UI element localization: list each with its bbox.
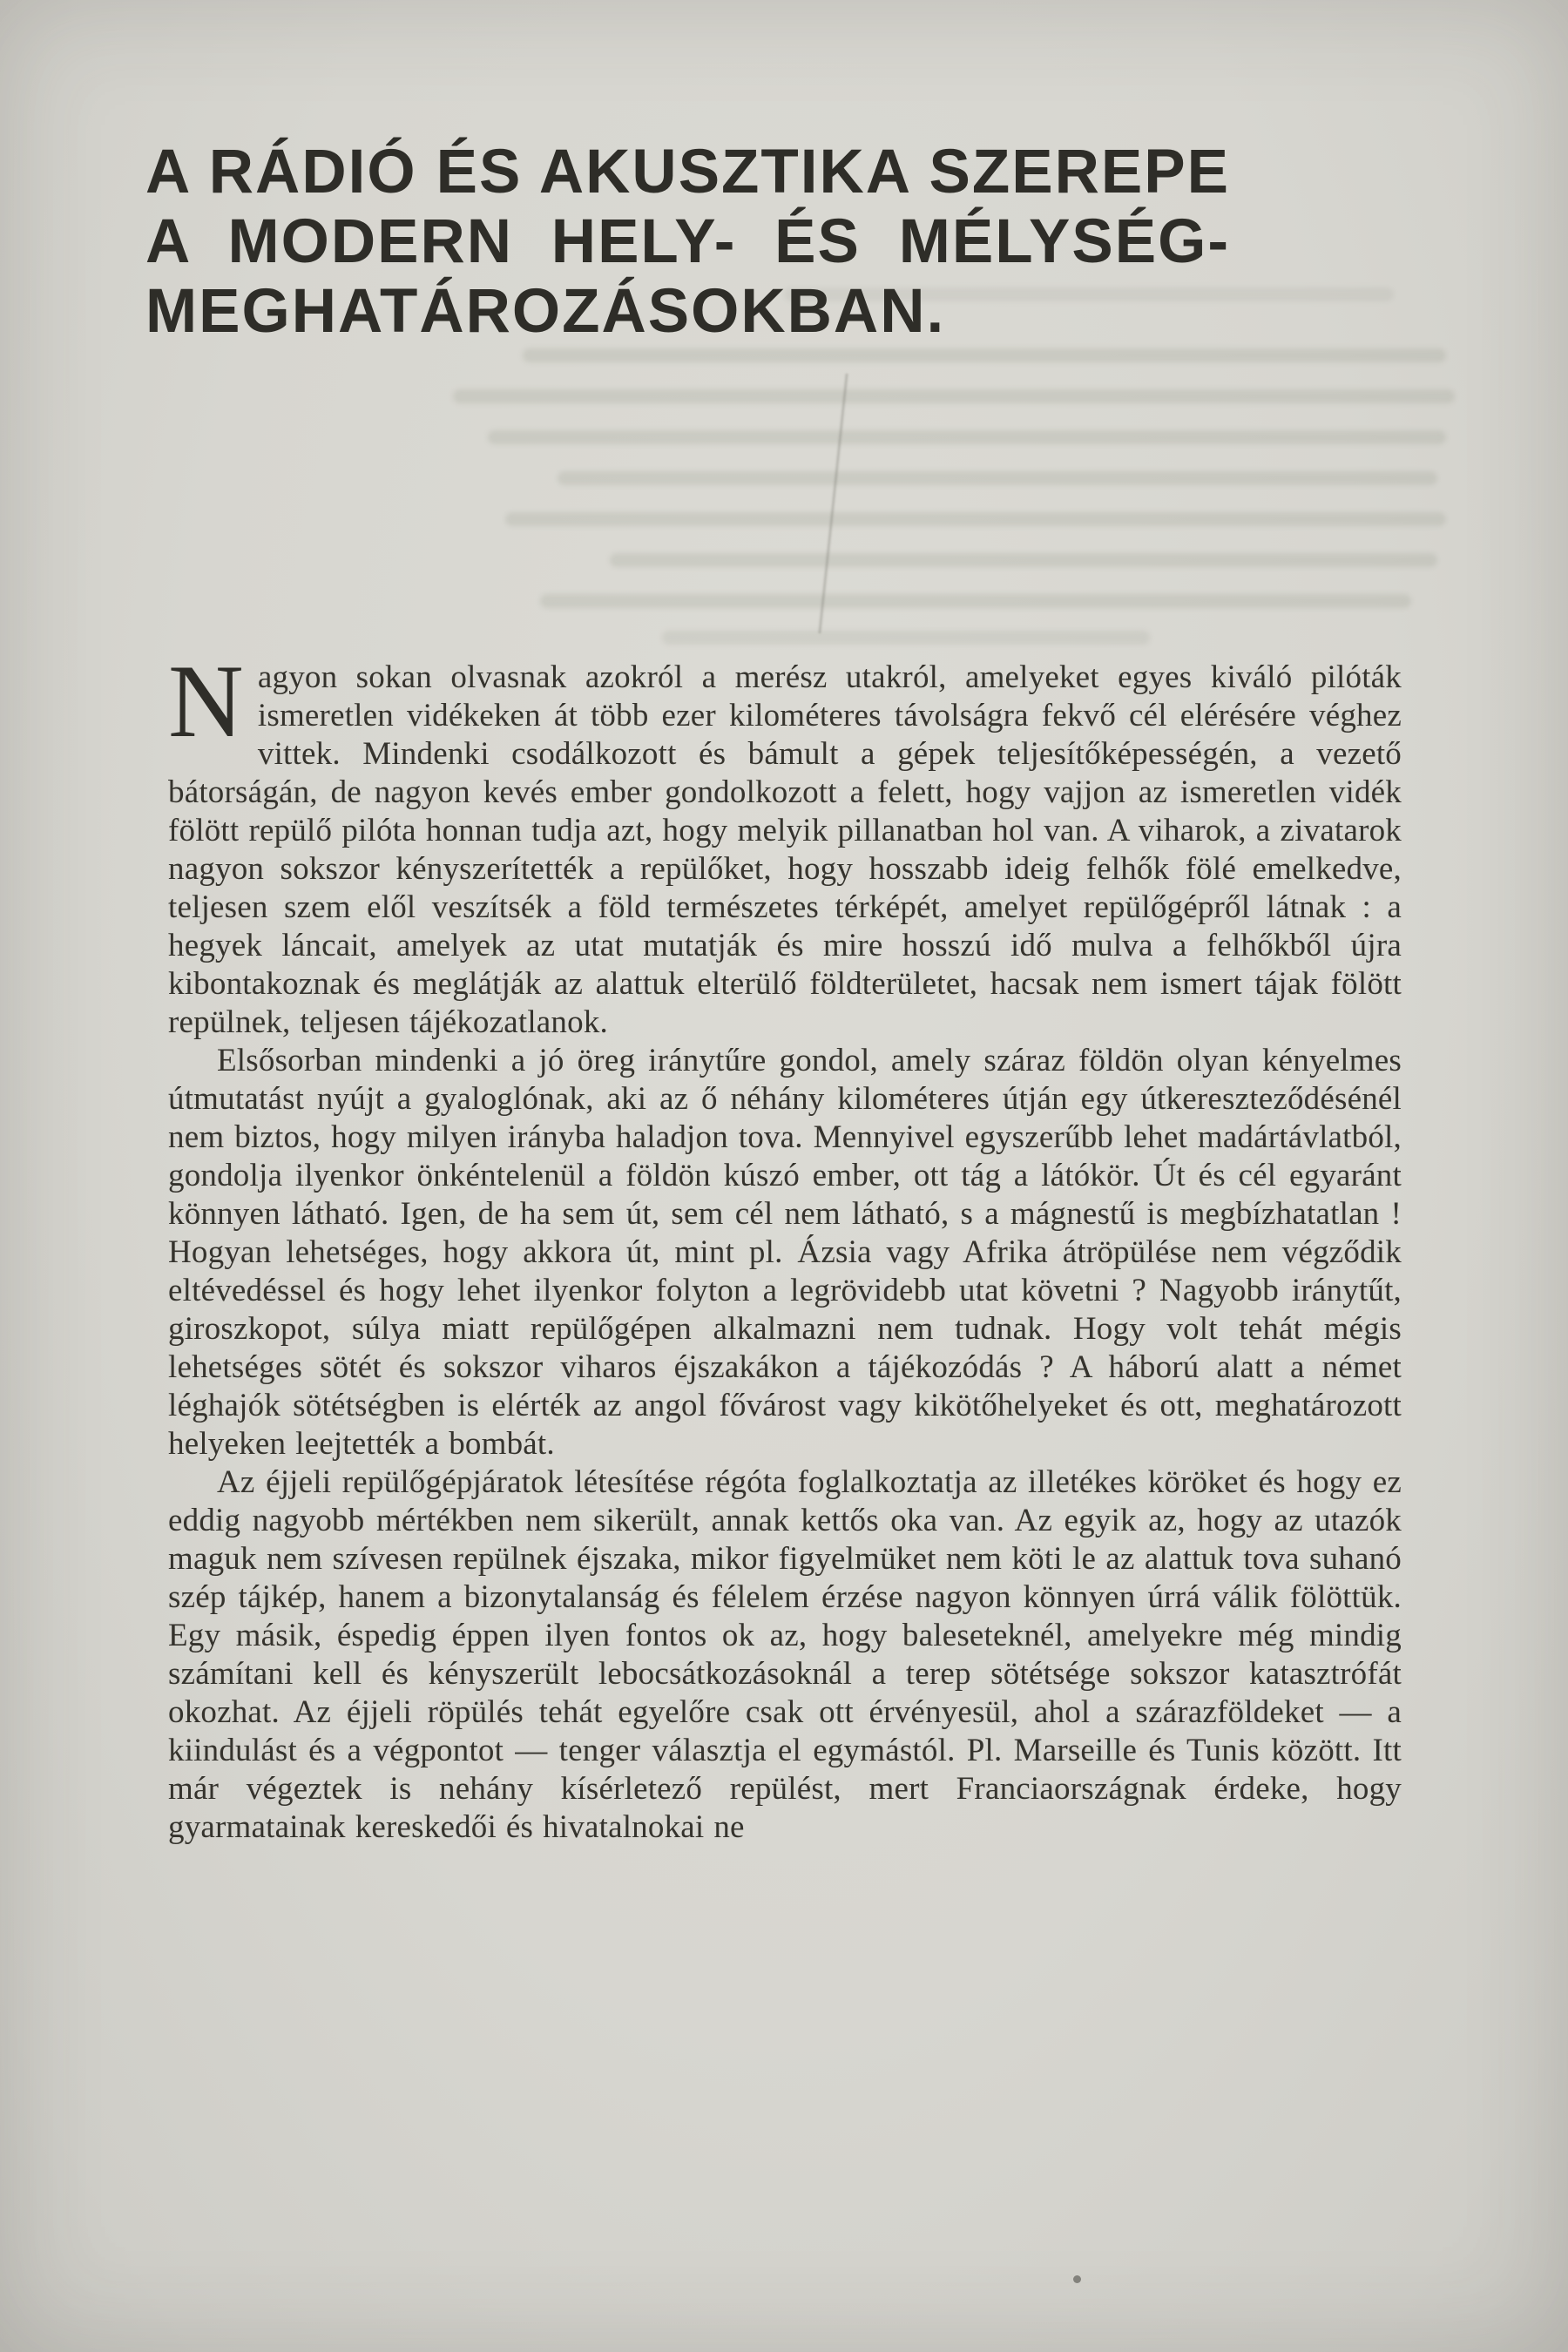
paragraph-text: agyon sokan olvasnak azokról a merész utakról, amelyeket egyes kiváló pilóták ismeretlen vidékeken át több ezer kilométeres távolságra fekvő cél elérésére véghez vittek. Mindenki csodálkozott és bámult a gépek teljesítőképességén, a vezető bátorságán, de nagyon kevés ember gondolkozott a felett, hogy vajjon az ismeretlen vidék fölött repülő pilóta honnan tudja azt, hogy melyik pillanatban hol van. A viharok, a zivatarok nagyon sokszor kényszerítették a repülőket, hogy hosszabb ideig felhők fölé emelkedve, teljesen szem elől veszítsék a föld természetes térképét, amelyet repülőgépről látnak : a hegyek láncait, amelyek az utat mutatják és mire hosszú idő mulva a felhőkből újra kibontakoznak és meglátják az alattuk elterülő földterületet, hacsak nem ismert tájak fölött repülnek, teljesen tájékozatlanok. xyxy=(168,659,1402,1040)
print-dot-artifact xyxy=(1073,2275,1081,2283)
showthrough-artifact xyxy=(558,471,1437,485)
showthrough-artifact xyxy=(523,348,1446,362)
title-line-1: A RÁDIÓ ÉS AKUSZTIKA SZEREPE xyxy=(145,138,1230,206)
showthrough-artifact xyxy=(453,389,1455,403)
paragraph xyxy=(168,1463,1402,1847)
showthrough-artifact xyxy=(540,594,1411,608)
showthrough-artifact xyxy=(488,430,1446,444)
page-title xyxy=(145,138,1230,347)
article-body xyxy=(168,643,1402,1847)
paragraph-text: Elsősorban mindenki a jó öreg iránytűre gondol, amely száraz földön olyan kényelmes útmutatást nyújt a gyaloglónak, aki az ő néhány kilométeres útján egy útkereszteződésénél nem biztos, hogy milyen irányba haladjon tova. Mennyivel egyszerűbb lehet madártávlatból, gondolja ilyenkor önkéntelenül a földön kúszó ember, ott tág a látókör. Út és cél egyaránt könnyen látható. Igen, de ha sem út, sem cél nem látható, s a mágnestű is megbízhatatlan ! Hogyan lehetséges, hogy akkora út, mint pl. Ázsia vagy Afrika átröpülése nem végződik eltévedéssel és hogy lehet ilyenkor folyton a legrövidebb utat követni ? Nagyobb iránytűt, giroszkopot, súlya miatt repülőgépen alkalmazni nem tudnak. Hogy volt tehát mégis lehetséges sötét és sokszor viharos éjszakákon a tájékozódás ? A háború alatt a német léghajók sötétségben is elérték az angol fővárost vagy kikötőhelyeket és ott, meghatározott helyeken leejtették a bombát. xyxy=(168,1043,1402,1462)
title-line-3: MEGHATÁROZÁSOKBAN. xyxy=(145,277,946,346)
scratch-artifact xyxy=(818,374,848,634)
paragraph xyxy=(168,1042,1402,1463)
showthrough-artifact xyxy=(610,553,1437,567)
showthrough-artifact xyxy=(505,512,1446,526)
paragraph-text: Az éjjeli repülőgépjáratok létesítése régóta foglalkoztatja az illetékes köröket és hogy ez eddig nagyobb mértékben nem sikerült, annak kettős oka van. Az egyik az, hogy az utazók maguk nem szívesen repülnek éjszaka, mikor figyelmüket nem köti le az alattuk tova suhanó szép tájkép, hanem a bizonytalanság és félelem érzése nagyon könnyen úrrá válik fölöttük. Egy másik, éspedig éppen ilyen fontos ok az, hogy baleseteknél, amelyekre még mindig számítani kell és kényszerült lebocsátkozásoknál a terep sötétsége sokszor katasztrófát okozhat. Az éjjeli röpülés tehát egyelőre csak ott érvényesül, ahol a szárazföldeket — a kiindulást és a végpontot — tenger választja el egymástól. Pl. Marseille és Tunis között. Itt már végeztek is nehány kísérletező repülést, mert Franciaországnak érdeke, hogy gyarmatainak kereskedői és hivatalnokai ne xyxy=(168,1464,1402,1845)
paragraph xyxy=(168,643,1402,1042)
dropcap: N xyxy=(168,643,244,759)
title-line-2: A MODERN HELY- ÉS MÉLYSÉG- xyxy=(145,207,1230,276)
showthrough-artifact xyxy=(662,631,1150,645)
